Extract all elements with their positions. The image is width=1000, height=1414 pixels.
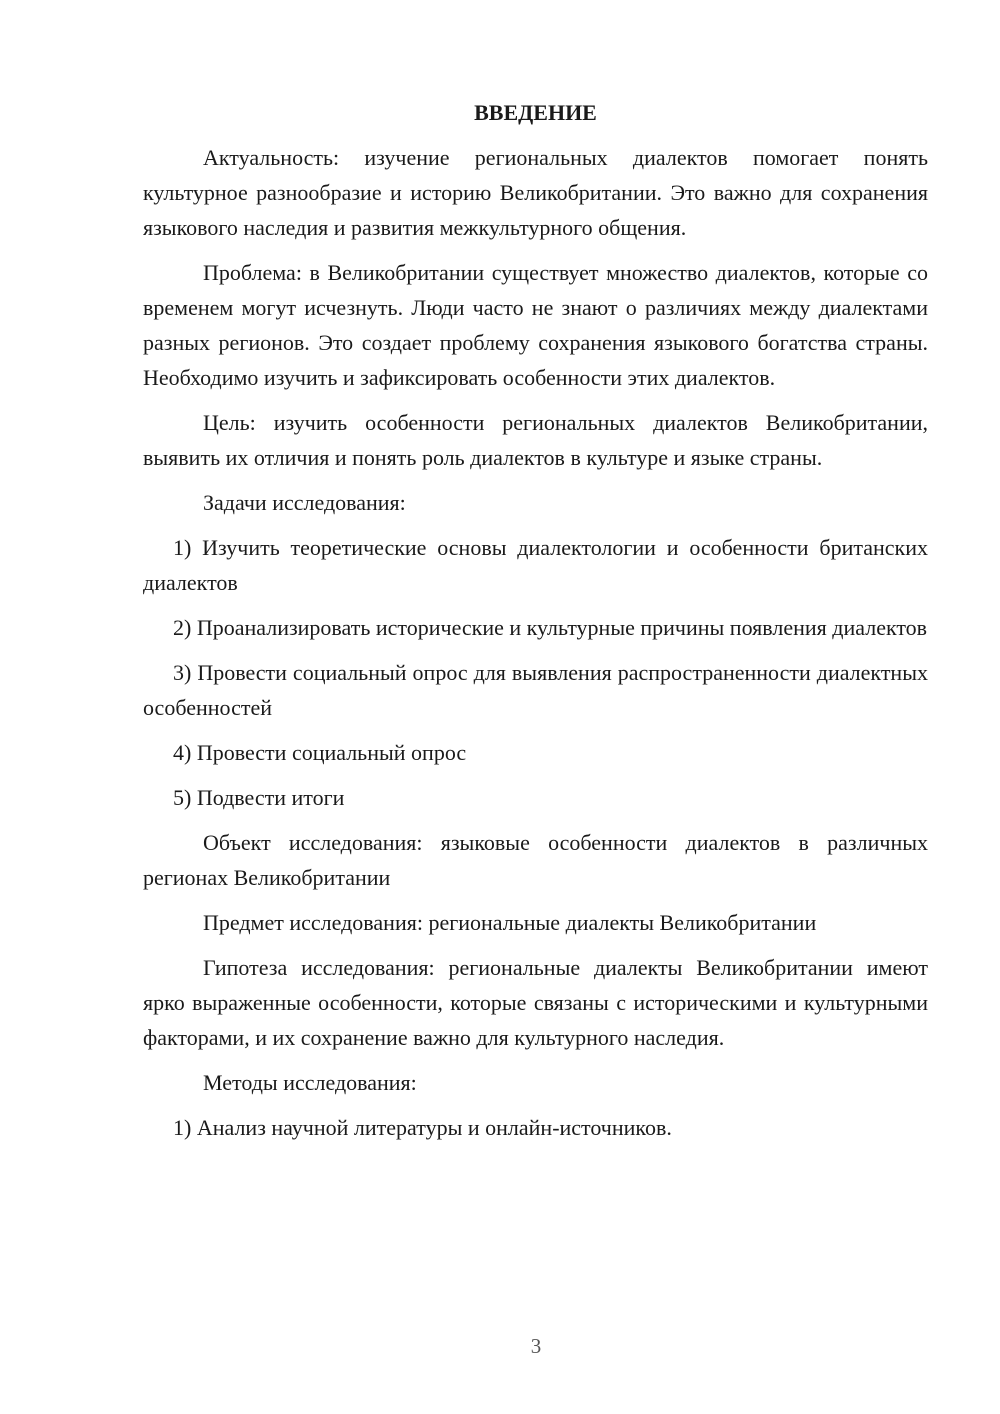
task-item: 3) Провести социальный опрос для выявления распространенности диалектных особенностей <box>143 660 928 720</box>
hypothesis-paragraph: Гипотеза исследования: региональные диалекты Великобритании имеют ярко выраженные особенности, которые связаны с историческими и культурными факторами, и их сохранение важно для культурного наследия. <box>143 955 928 1050</box>
goal-paragraph: Цель: изучить особенности региональных диалектов Великобритании, выявить их отличия и понять роль диалектов в культуре и языке страны. <box>143 410 928 470</box>
problem-paragraph: Проблема: в Великобритании существует множество диалектов, которые со временем могут исчезнуть. Люди часто не знают о различиях между диалектами разных регионов. Это создает проблему сохранения языкового богатства страны. Необходимо изучить и зафиксировать особенности этих диалектов. <box>143 260 928 390</box>
task-item: 5) Подвести итоги <box>173 785 345 810</box>
task-item: 4) Провести социальный опрос <box>173 740 467 765</box>
relevance-paragraph: Актуальность: изучение региональных диалектов помогает понять культурное разнообразие и историю Великобритании. Это важно для сохранения языкового наследия и развития межкультурного общения. <box>143 145 928 240</box>
task-item: 2) Проанализировать исторические и культурные причины появления диалектов <box>173 615 928 640</box>
object-paragraph: Объект исследования: языковые особенности диалектов в различных регионах Великобритании <box>143 830 928 890</box>
method-item: 1) Анализ научной литературы и онлайн-источников. <box>173 1115 672 1140</box>
document-page <box>143 95 928 1155</box>
page-number: 3 <box>530 1334 542 1358</box>
section-heading: ВВЕДЕНИЕ <box>474 100 597 125</box>
methods-heading: Методы исследования: <box>203 1070 417 1095</box>
task-item: 1) Изучить теоретические основы диалектологии и особенности британских диалектов <box>143 535 928 595</box>
tasks-heading: Задачи исследования: <box>203 490 406 515</box>
subject-paragraph: Предмет исследования: региональные диалекты Великобритании <box>203 910 817 935</box>
